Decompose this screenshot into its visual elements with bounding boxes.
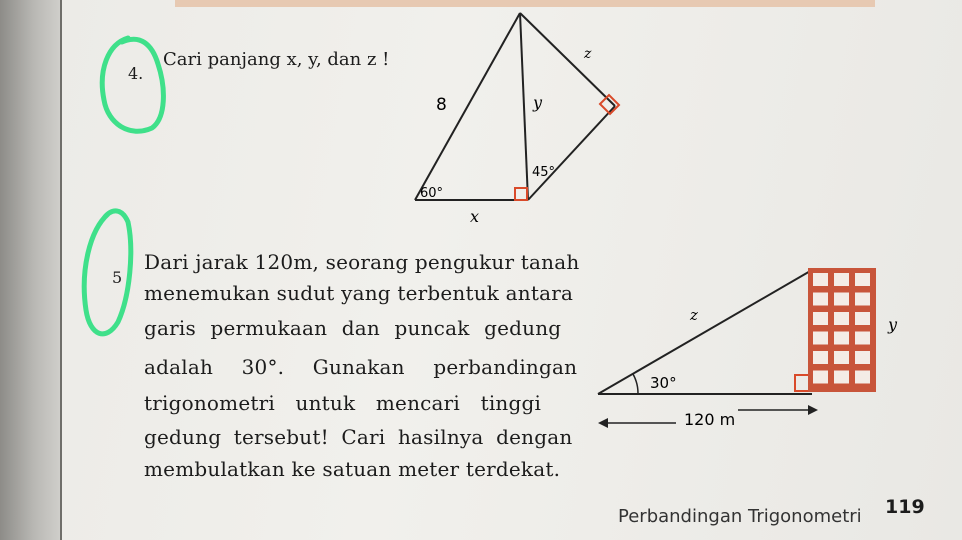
right-angle-marker [515,188,527,200]
building-window [855,312,870,325]
label-side-y: y [888,315,898,334]
question-5-number: 5 [112,268,123,287]
building-window [855,332,870,345]
arrow-right-icon [808,405,818,415]
building-window [855,351,870,364]
building-window [813,371,828,384]
building-window [834,332,849,345]
question-5-line-6: gedung tersebut! Cari hasilnya dengan [144,425,573,449]
question-5-line-2: menemukan sudut yang terbentuk antara [144,281,574,305]
arrow-left-icon [598,418,608,428]
building-window [813,332,828,345]
triangle-figure-q4 [415,13,619,226]
label-side-x: x [470,207,480,226]
label-side-z: z [690,306,698,324]
building-window [855,293,870,306]
label-distance: 120 m [684,410,736,429]
building-window [834,273,849,286]
building-window [855,371,870,384]
question-5-line-5: trigonometri untuk mencari tinggi [144,391,542,415]
label-side-8: 8 [436,95,447,115]
label-angle-60: 60° [420,186,444,201]
question-4-text: Cari panjang x, y, dan z ! [163,49,390,70]
building-window [813,312,828,325]
label-side-z: z [584,46,592,62]
question-4-number: 4. [128,64,144,83]
highlight-circle-q5 [84,211,131,334]
building-window [813,293,828,306]
question-5-line-3: garis permukaan dan puncak gedung [144,316,562,340]
building-window [813,351,828,364]
building-window [834,371,849,384]
building-window [834,293,849,306]
building-window [813,273,828,286]
label-side-y: y [533,93,543,112]
page-number: 119 [885,496,925,518]
question-5-line-4: adalah 30°. Gunakan perbandingan [144,355,578,379]
building [808,268,876,392]
building-window [855,273,870,286]
question-5-line-1: Dari jarak 120m, seorang pengukur tanah [144,250,580,274]
building-window [834,312,849,325]
highlight-circle-q4 [102,38,163,131]
question-5-line-7: membulatkan ke satuan meter terdekat. [144,457,561,481]
building-figure-q5 [598,268,898,429]
label-angle-30: 30° [650,374,677,392]
chapter-footer: Perbandingan Trigonometri [618,506,862,527]
label-angle-45: 45° [532,165,556,180]
building-window [834,351,849,364]
